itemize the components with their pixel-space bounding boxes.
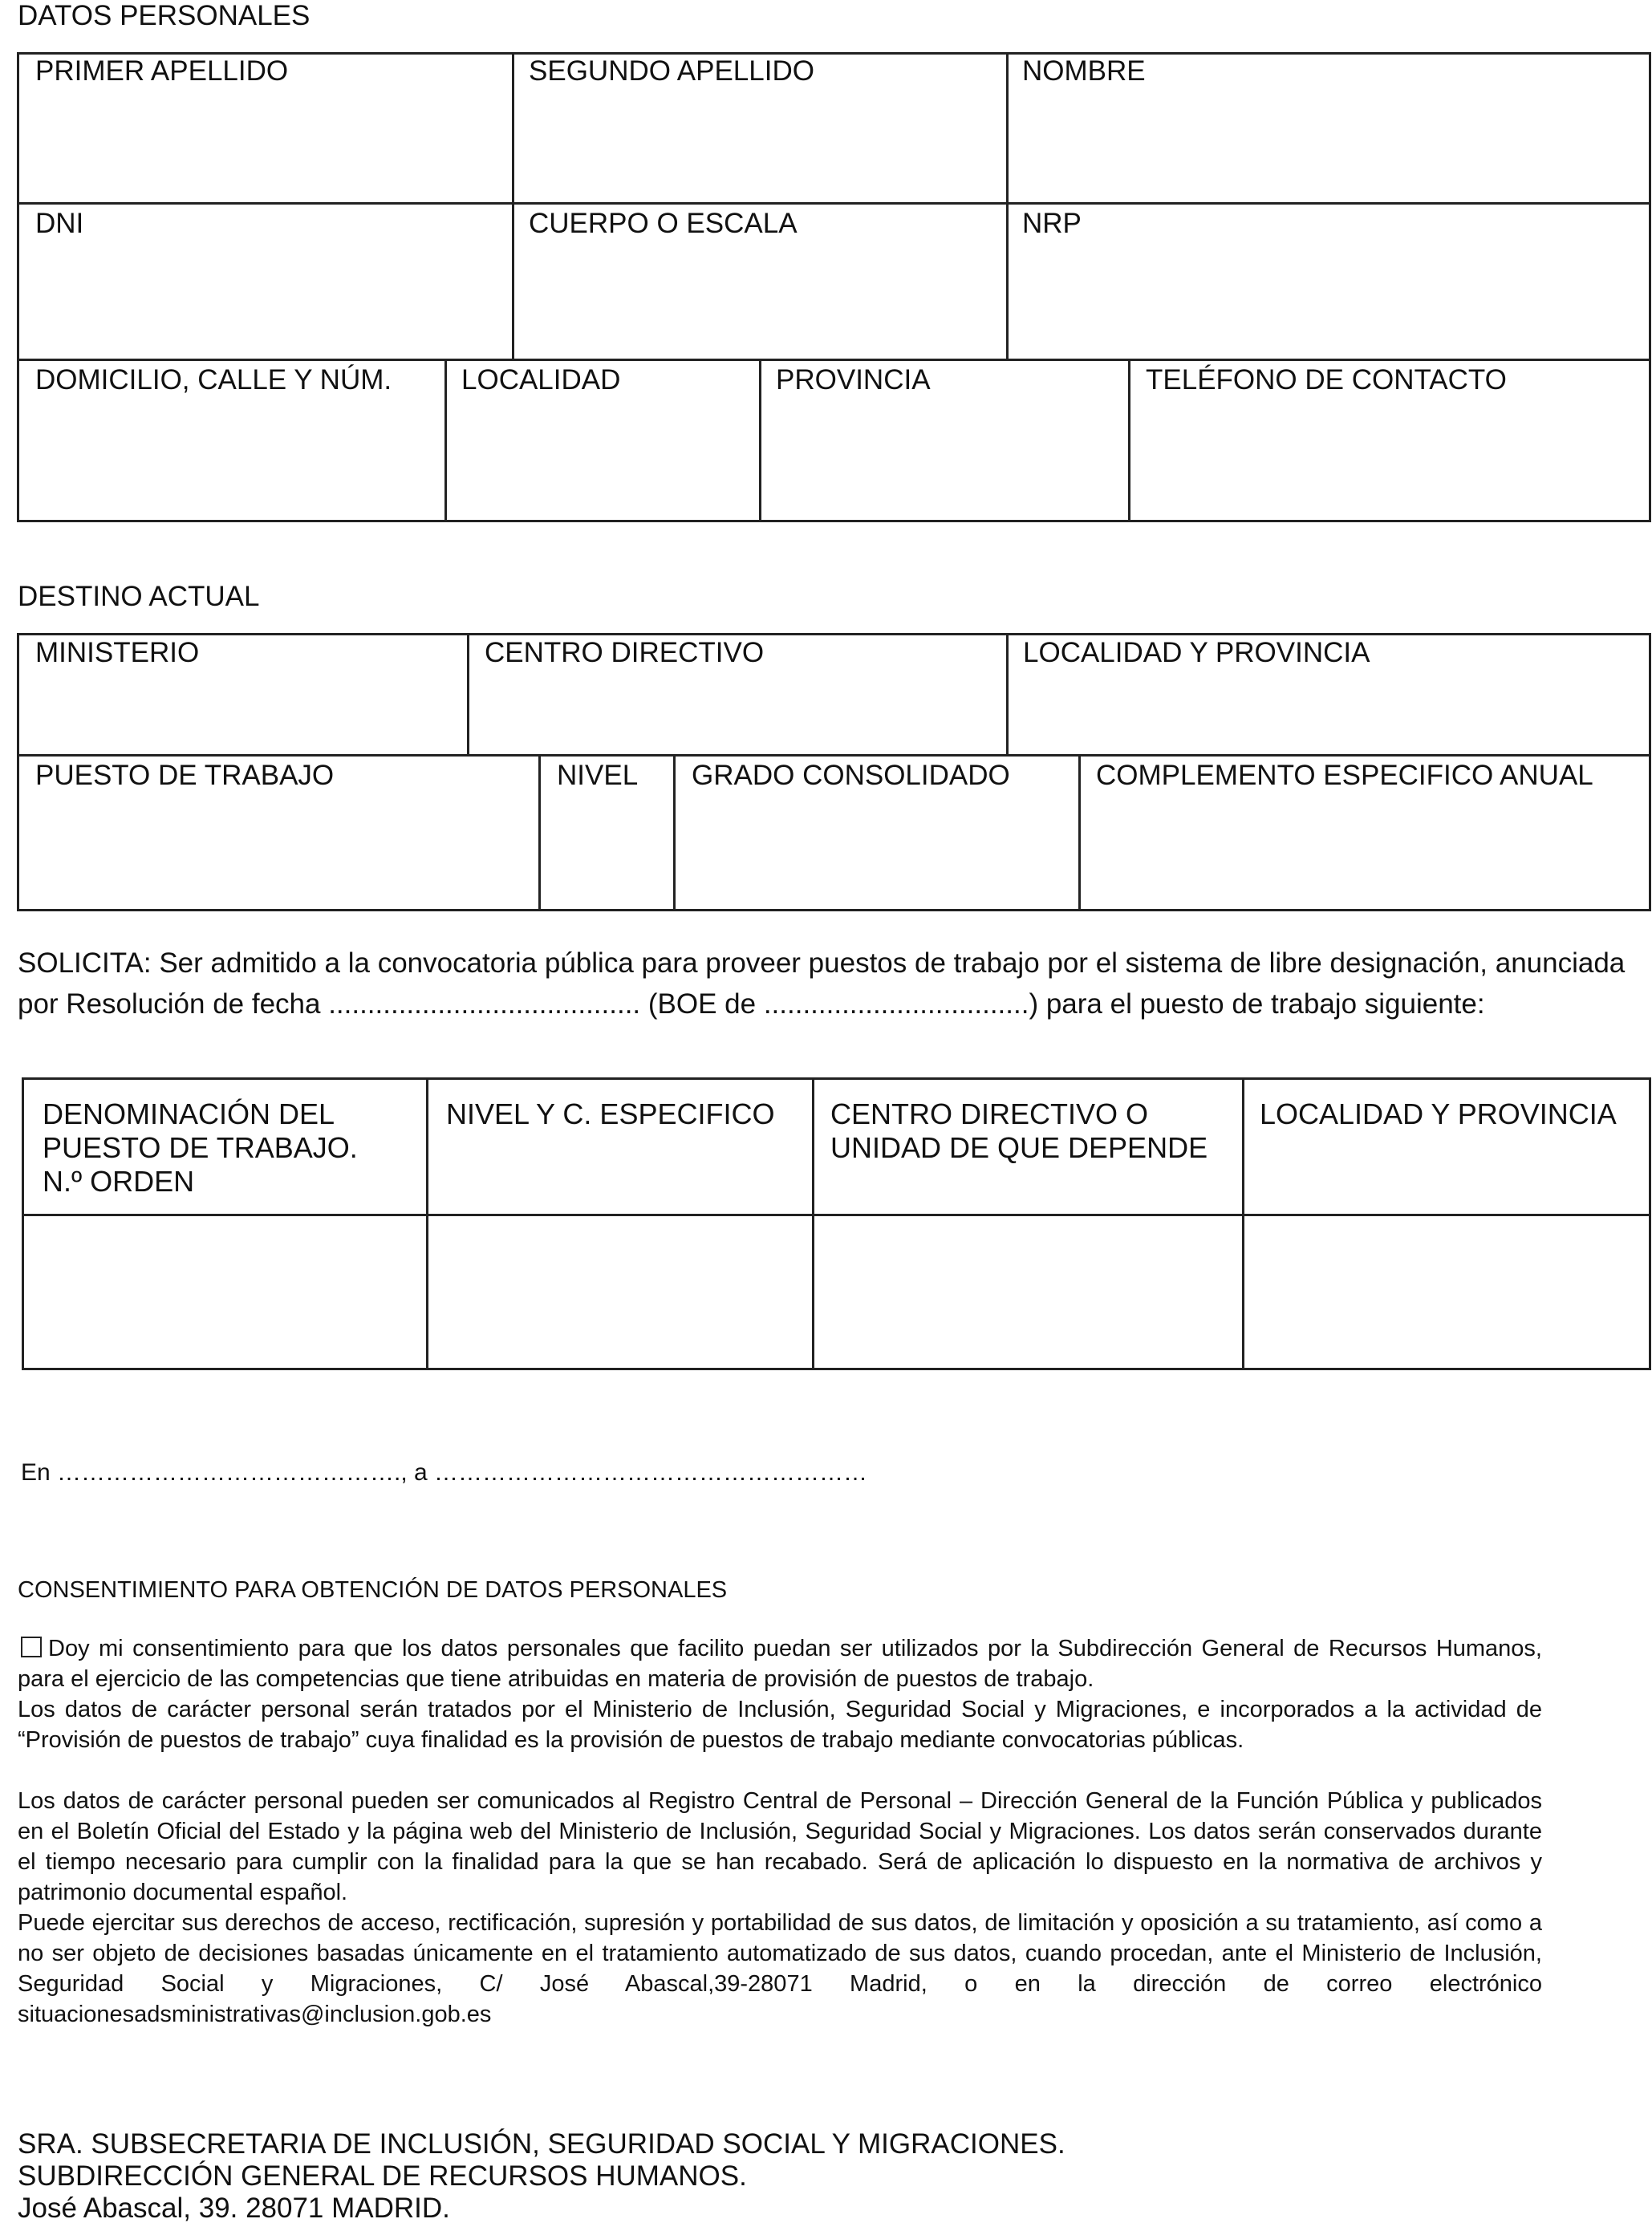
cell-denominacion-input[interactable] xyxy=(24,1216,426,1368)
col-divider xyxy=(759,359,761,522)
col-divider xyxy=(512,52,514,361)
field-dni[interactable]: DNI xyxy=(35,208,84,239)
field-nrp[interactable]: NRP xyxy=(1022,208,1082,239)
col-divider xyxy=(538,754,541,911)
col-divider xyxy=(1006,52,1009,361)
field-provincia[interactable]: PROVINCIA xyxy=(776,364,931,396)
consentimiento-text xyxy=(18,1633,1542,2030)
row-divider xyxy=(17,754,1651,757)
consentimiento-heading: CONSENTIMIENTO PARA OBTENCIÓN DE DATOS PERSONALES xyxy=(18,1577,728,1603)
solicita-line-1: SOLICITA: Ser admitido a la convocatoria pública para proveer puestos de trabajo por el sistema de libre designación, anunciada xyxy=(18,947,1626,979)
consent-checkbox[interactable] xyxy=(21,1637,42,1657)
cell-centro-input[interactable] xyxy=(814,1216,1242,1368)
consent-checkbox-paragraph xyxy=(18,1633,1542,1694)
col-divider xyxy=(1006,633,1009,757)
header-localidad-provincia: LOCALIDAD Y PROVINCIA xyxy=(1260,1097,1617,1130)
consent-paragraph-3: Puede ejercitar sus derechos de acceso, rectificación, supresión y portabilidad de sus datos, de limitación y oposición a su tratamiento, así como a no ser objeto de decisiones basadas únicamente en el tratamiento automatizado de sus datos, cuando procedan, ante el Ministerio de Inclusión, Seguridad Social y Migraciones, C/ José Abascal,39-28071 Madrid, o en la dirección de correo electrónico situacionesadsministrativas@inclusion.gob.es xyxy=(18,1910,1542,2027)
addressee-line-2: SUBDIRECCIÓN GENERAL DE RECURSOS HUMANOS. xyxy=(18,2160,747,2192)
header-centro-directivo: CENTRO DIRECTIVO O UNIDAD DE QUE DEPENDE xyxy=(830,1097,1208,1164)
addressee-line-3: José Abascal, 39. 28071 MADRID. xyxy=(18,2193,450,2224)
table-border xyxy=(17,52,1651,522)
section-heading-datos-personales: DATOS PERSONALES xyxy=(18,0,311,31)
field-localidad-provincia[interactable]: LOCALIDAD Y PROVINCIA xyxy=(1023,637,1370,668)
col-divider xyxy=(444,359,447,522)
field-localidad[interactable]: LOCALIDAD xyxy=(461,364,621,396)
field-nivel[interactable]: NIVEL xyxy=(557,760,639,791)
row-divider xyxy=(17,359,1651,361)
section-heading-destino-actual: DESTINO ACTUAL xyxy=(18,581,260,612)
consent-paragraph-1: Los datos de carácter personal serán tratados por el Ministerio de Inclusión, Seguridad Social y Migraciones, e incorporados a la actividad de “Provisión de puestos de trabajo” cuya finalidad es la provisión de puestos de trabajo mediante convocatorias públicas. xyxy=(18,1697,1542,1753)
field-telefono[interactable]: TELÉFONO DE CONTACTO xyxy=(1146,364,1507,396)
col-divider xyxy=(1078,754,1081,911)
cell-localidad-input[interactable] xyxy=(1244,1216,1649,1368)
addressee-line-1: SRA. SUBSECRETARIA DE INCLUSIÓN, SEGURIDAD SOCIAL Y MIGRACIONES. xyxy=(18,2128,1065,2160)
consent-checkbox-label: Doy mi consentimiento para que los datos personales que facilito puedan ser utilizados por la Subdirección General de Recursos Humanos, para el ejercicio de las competencias que tiene atribuidas en materia de provisión de puestos de trabajo. xyxy=(18,1636,1542,1692)
consent-paragraph-2: Los datos de carácter personal pueden ser comunicados al Registro Central de Personal – Dirección General de la Función Pública y publicados en el Boletín Oficial del Estado y la página web del Ministerio de Inclusión, Seguridad Social y Migraciones. Los datos serán conservados durante el tiempo necesario para cumplir con la finalidad para la que se han recabado. Será de aplicación lo dispuesto en la normativa de archivos y patrimonio documental español. xyxy=(18,1788,1542,1905)
col-divider xyxy=(673,754,676,911)
header-denominacion: DENOMINACIÓN DEL PUESTO DE TRABAJO. N.º ORDEN xyxy=(43,1097,358,1198)
field-complemento-especifico[interactable]: COMPLEMENTO ESPECIFICO ANUAL xyxy=(1096,760,1593,791)
field-primer-apellido[interactable]: PRIMER APELLIDO xyxy=(35,55,289,87)
row-divider xyxy=(17,202,1651,205)
field-ministerio[interactable]: MINISTERIO xyxy=(35,637,200,668)
header-nivel-c-especifico: NIVEL Y C. ESPECIFICO xyxy=(446,1097,775,1130)
cell-nivel-input[interactable] xyxy=(428,1216,812,1368)
field-puesto-de-trabajo[interactable]: PUESTO DE TRABAJO xyxy=(35,760,335,791)
place-date-line[interactable]: En ……………………………………., a ……………………………………………… xyxy=(21,1459,868,1486)
field-grado-consolidado[interactable]: GRADO CONSOLIDADO xyxy=(692,760,1010,791)
field-domicilio[interactable]: DOMICILIO, CALLE Y NÚM. xyxy=(35,364,392,396)
field-segundo-apellido[interactable]: SEGUNDO APELLIDO xyxy=(529,55,814,87)
field-cuerpo-o-escala[interactable]: CUERPO O ESCALA xyxy=(529,208,798,239)
col-divider xyxy=(467,633,469,757)
solicita-line-2: por Resolución de fecha ........................................ (BOE de ..................................) para el puesto de trabajo siguiente: xyxy=(18,988,1485,1020)
field-centro-directivo[interactable]: CENTRO DIRECTIVO xyxy=(485,637,765,668)
field-nombre[interactable]: NOMBRE xyxy=(1022,55,1146,87)
col-divider xyxy=(1128,359,1130,522)
